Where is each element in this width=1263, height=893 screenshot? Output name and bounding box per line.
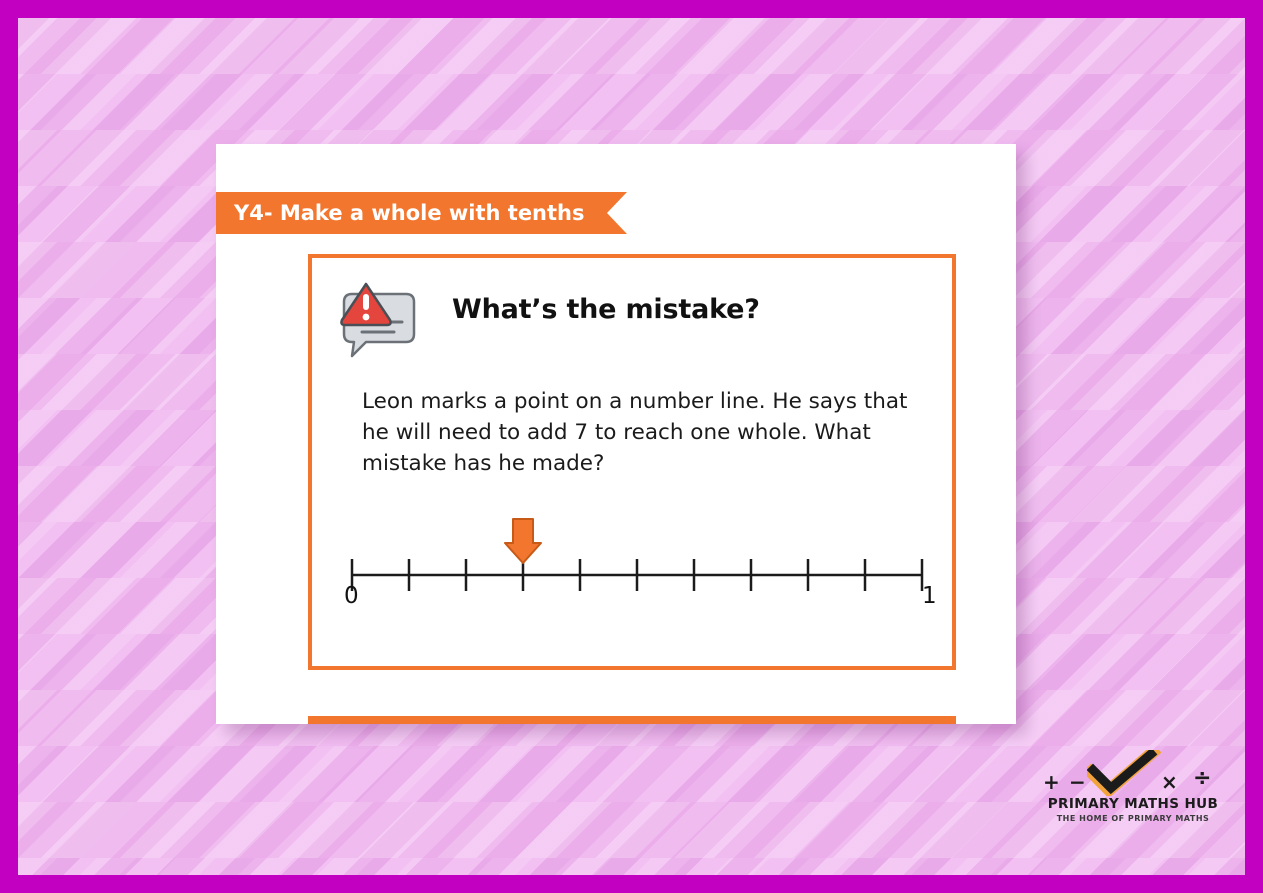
heading-text: What’s the mistake? [452, 294, 760, 325]
divide-icon: ÷ [1193, 766, 1212, 791]
chevron-stripe [18, 858, 1245, 875]
check-mark-icon [1087, 750, 1161, 800]
chevron-stripe [18, 74, 1245, 130]
number-line-graphic [330, 513, 942, 623]
chevron-stripe [18, 18, 1245, 74]
content-box [308, 254, 956, 670]
plus-icon: + [1043, 770, 1060, 794]
question-text: Leon marks a point on a number line. He says that he will need to add 7 to reach one whole. What mistake has he made? [362, 389, 908, 476]
warning-triangle-speech-bubble-icon [332, 280, 424, 362]
logo [1035, 752, 1231, 838]
minus-icon: − [1069, 770, 1086, 794]
heading-row [312, 272, 952, 362]
logo-symbols [1035, 752, 1231, 796]
number-line-start-label: 0 [344, 583, 359, 609]
number-line [330, 513, 942, 643]
number-line-end-label: 1 [922, 583, 937, 609]
logo-name: PRIMARY MATHS HUB [1047, 796, 1219, 812]
logo-tagline: THE HOME OF PRIMARY MATHS [1056, 814, 1210, 823]
down-arrow-icon [505, 519, 541, 563]
slide-card [216, 144, 1016, 724]
multiply-icon: × [1161, 770, 1178, 794]
slide-bottom-bar [308, 716, 956, 724]
slide-title-banner: Y4- Make a whole with tenths [216, 192, 607, 234]
